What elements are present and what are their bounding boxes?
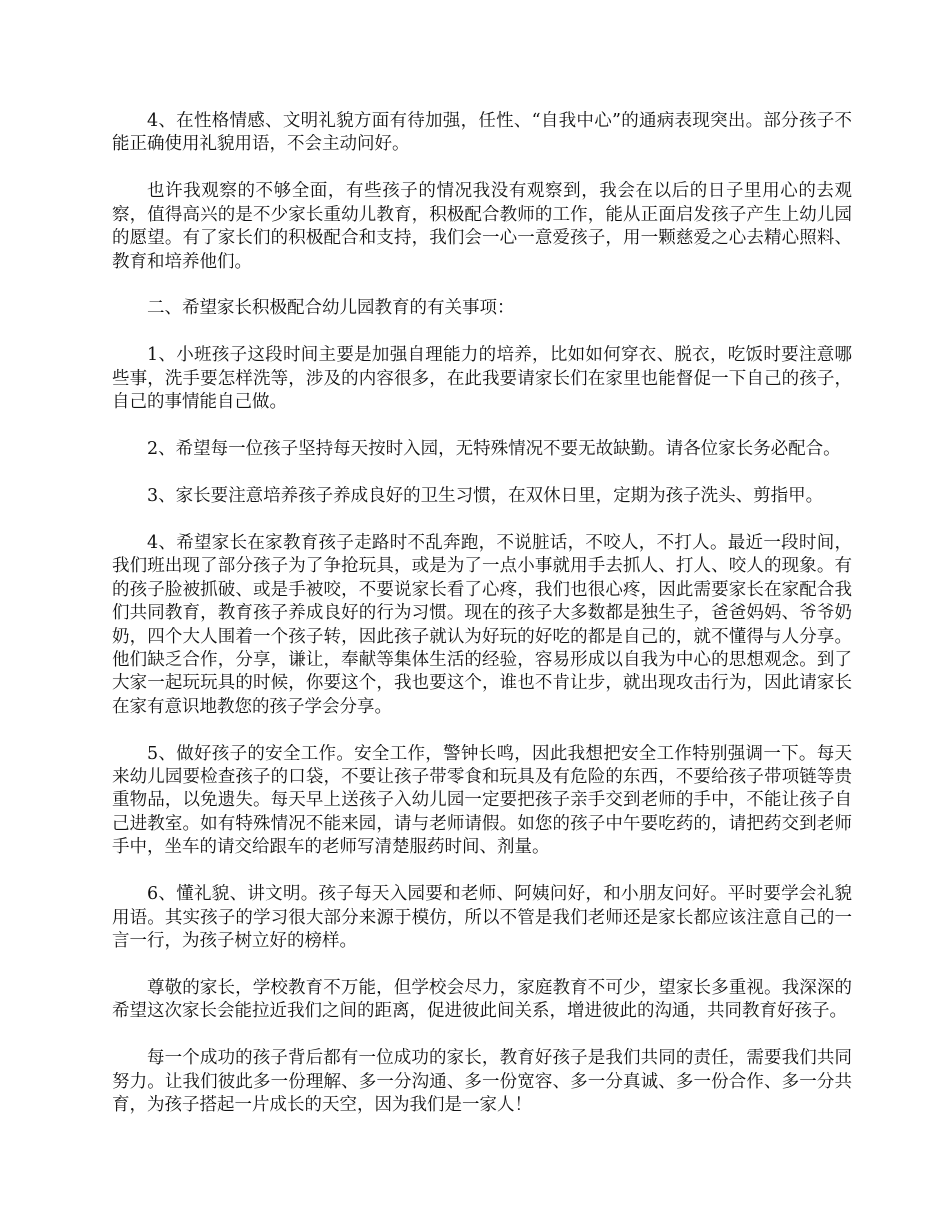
paragraph-item-1-self-care: 1、小班孩子这段时间主要是加强自理能力的培养，比如如何穿衣、脱衣，吃饭时要注意哪些事，洗手要怎样洗等，涉及的内容很多，在此我要请家长们在家里也能督促一下自己的孩子，自己的事情能自己做。 — [112, 345, 852, 413]
paragraph-item-6-manners: 6、懂礼貌、讲文明。孩子每天入园要和老师、阿姨问好，和小朋友问好。平时要学会礼貌用语。其实孩子的学习很大部分来源于模仿，所以不管是我们老师还是家长都应该注意自己的一言一行，为孩子树立好的榜样。 — [112, 884, 852, 951]
paragraph-character-manners: 4、在性格情感、文明礼貌方面有待加强，任性、“自我中心”的通病表现突出。部分孩子不能正确使用礼貌用语，不会主动问好。 — [112, 111, 852, 155]
paragraph-observation: 也许我观察的不够全面，有些孩子的情况我没有观察到，我会在以后的日子里用心的去观察，值得高兴的是不少家长重幼儿教育，积极配合教师的工作，能从正面启发孩子产生上幼儿园的愿望。有了家长们的积极配合和支持，我们会一心一意爱孩子，用一颗慈爱之心去精心照料、教育和培养他们。 — [112, 181, 852, 272]
paragraph-closing-family: 每一个成功的孩子背后都有一位成功的家长，教育好孩子是我们共同的责任，需要我们共同努力。让我们彼此多一份理解、多一分沟通、多一份宽容、多一分真诚、多一份合作、多一分共育，为孩子搭起一片成长的天空，因为我们是一家人！ — [112, 1048, 852, 1115]
paragraph-item-3-hygiene: 3、家长要注意培养孩子养成良好的卫生习惯，在双休日里，定期为孩子洗头、剪指甲。 — [147, 485, 824, 506]
paragraph-closing-respect: 尊敬的家长，学校教育不万能，但学校会尽力，家庭教育不可少，望家长多重视。我深深的希望这次家长会能拉近我们之间的距离，促进彼此间关系，增进彼此的沟通，共同教育好孩子。 — [112, 977, 852, 1022]
section-heading-parent-cooperation: 二、希望家长积极配合幼儿园教育的有关事项： — [147, 298, 515, 319]
paragraph-item-4-behavior: 4、希望家长在家教育孩子走路时不乱奔跑，不说脏话，不咬人，不打人。最近一段时间，我们班出现了部分孩子为了争抢玩具，或是为了一点小事就用手去抓人、打人、咬人的现象。有的孩子脸被抓破、或是手被咬，不要说家长看了心疼，我们也很心疼，因此需要家长在家配合我们共同教育，教育孩子养成良好的行为习惯。现在的孩子大多数都是独生子，爸爸妈妈、爷爷奶奶，四个大人围着一个孩子转，因此孩子就认为好玩的好吃的都是自己的，就不懂得与人分享。他们缺乏合作，分享，谦让，奉献等集体生活的经验，容易形成以自我为中心的思想观念。到了大家一起玩玩具的时候，你要这个，我也要这个，谁也不肯让步，就出现攻击行为，因此请家长在家有意识地教您的孩子学会分享。 — [112, 532, 852, 717]
paragraph-item-5-safety: 5、做好孩子的安全工作。安全工作，警钟长鸣，因此我想把安全工作特别强调一下。每天来幼儿园要检查孩子的口袋，不要让孩子带零食和玩具及有危险的东西，不要给孩子带项链等贵重物品，以免遗失。每天早上送孩子入幼儿园一定要把孩子亲手交到老师的手中，不能让孩子自己进教室。如有特殊情况不能来园，请与老师请假。如您的孩子中午要吃药的，请把药交到老师手中，坐车的请交给跟车的老师写清楚服药时间、剂量。 — [112, 743, 852, 858]
document-body — [112, 110, 852, 1141]
paragraph-item-2-attendance: 2、希望每一位孩子坚持每天按时入园，无特殊情况不要无故缺勤。请各位家长务必配合。 — [147, 439, 841, 460]
